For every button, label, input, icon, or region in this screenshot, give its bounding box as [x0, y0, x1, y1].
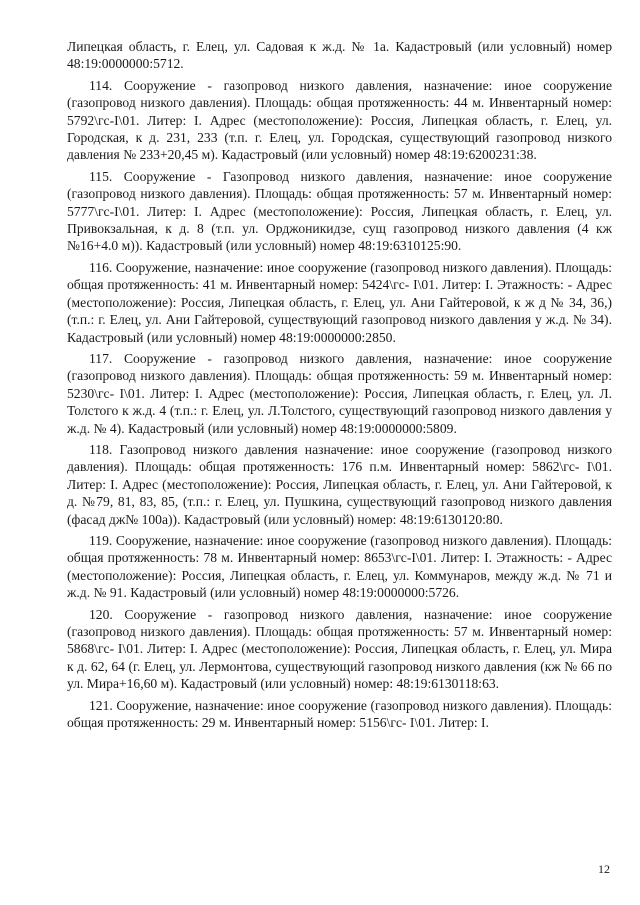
paragraph-item-116: 116. Сооружение, назначение: иное сооружение (газопровод низкого давления). Площадь: общая протяженность: 41 м. Инвентарный номер: 5424\гс- I\01. Литер: I. Этажность: - Адрес (местоположение): Россия, Липецкая область, г. Елец, ул. Ани Гайтеровой, к ж д № 34, 36,) (т.п.: г. Елец, ул. Ани Гайтеровой, существующий газопровод низкого давления у ж.д. № 34). Кадастровый (или условный) номер 48:19:0000000:2850. — [67, 259, 612, 345]
paragraph-item-121: 121. Сооружение, назначение: иное сооружение (газопровод низкого давления). Площадь: общая протяженность: 29 м. Инвентарный номер: 5156\гс- I\01. Литер: I. — [67, 697, 612, 731]
paragraph-continuation: Липецкая область, г. Елец, ул. Садовая к ж.д. № 1а. Кадастровый (или условный) номер 48:19:0000000:5712. — [67, 39, 612, 72]
paragraph-item-114: 114. Сооружение - газопровод низкого давления, назначение: иное сооружение (газопровод низкого давления). Площадь: общая протяженность: 44 м. Инвентарный номер: 5792\гс-I\01. Литер: I. Адрес (местоположение): Россия, Липецкая область, г. Елец, ул. Городская, к д. 231, 233 (т.п. г. Елец, ул. Городская, существующий газопровод низкого давления № 233+20,45 м). Кадастровый (или условный) номер 48:19:6200231:38. — [67, 77, 612, 163]
paragraph-item-119: 119. Сооружение, назначение: иное сооружение (газопровод низкого давления). Площадь: общая протяженность: 78 м. Инвентарный номер: 8653\гс-I\01. Литер: I. Этажность: - Адрес (местоположение): Россия, Липецкая область, г. Елец, ул. Коммунаров, между ж.д. № 71 и ж.д. № 91. Кадастровый (или условный) номер 48:19:0000000:5726. — [67, 532, 612, 601]
paragraph-item-117: 117. Сооружение - газопровод низкого давления, назначение: иное сооружение (газопровод низкого давления). Площадь: общая протяженность: 59 м. Инвентарный номер: 5230\гс- I\01. Литер: I. Адрес (местоположение): Россия, Липецкая область, г. Елец, ул. Л. Толстого к ж.д. 4 (т.п.: г. Елец, ул. Л.Толстого, существующий газопровод низкого давления у ж.д. № 4). Кадастровый (или условный) номер 48:19:0000000:5809. — [67, 350, 612, 436]
page-number: 12 — [598, 862, 610, 876]
document-page — [67, 38, 612, 735]
paragraph-item-120: 120. Сооружение - газопровод низкого давления, назначение: иное сооружение (газопровод низкого давления). Площадь: общая протяженность: 57 м. Инвентарный номер: 5868\гс- I\01. Литер: I. Адрес (местоположение): Россия, Липецкая область, г. Елец, ул. Мира к д. 62, 64 (г. Елец, ул. Лермонтова, существующий газопровод низкого давления (кж № 66 по ул. Мира+16,60 м). Кадастровый (или условный) номер: 48:19:6130118:63. — [67, 606, 612, 692]
paragraph-item-115: 115. Сооружение - Газопровод низкого давления, назначение: иное сооружение (газопровод низкого давления). Площадь: общая протяженность: 57 м. Инвентарный номер: 5777\гс-I\01. Литер: I. Адрес (местоположение): Россия, Липецкая область, г. Елец, ул. Привокзальная, к д. 8 (т.п. ул. Орджоникидзе, сущ газопровод низкого давления (4 кж №16+4.0 м)). Кадастровый (или условный) номер 48:19:6310125:90. — [67, 168, 612, 254]
paragraph-item-118: 118. Газопровод низкого давления назначение: иное сооружение (газопровод низкого давления). Площадь: общая протяженность: 176 п.м. Инвентарный номер: 5862\гс- I\01. Литер: I. Адрес (местоположение): Россия, Липецкая область, г. Елец, ул. Ани Гайтеровой, к д. №79, 81, 83, 85, (т.п.: г. Елец, ул. Пушкина, существующий газопровод низкого давления (фасад дж№ 100а)). Кадастровый (или условный) номер: 48:19:6130120:80. — [67, 441, 612, 527]
